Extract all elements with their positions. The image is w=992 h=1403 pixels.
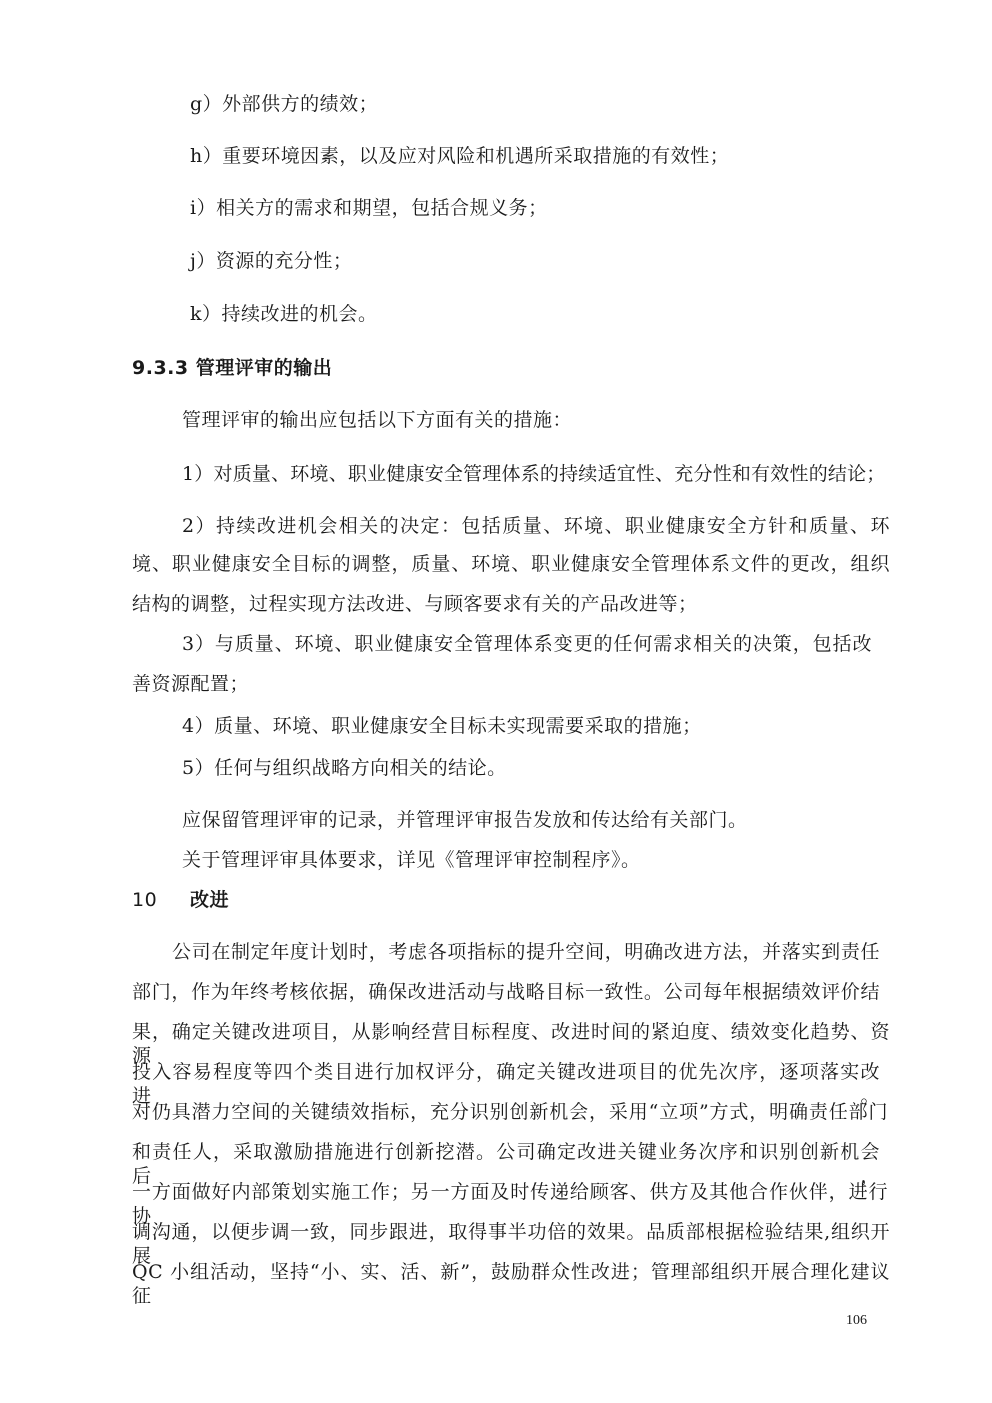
section-heading-9-3-3: 9.3.3 管理评审的输出: [132, 357, 333, 379]
paragraph-line-5: 对仍具潜力空间的关键绩效指标，充分识别创新机会，采用“立项”方式，明确责任部门: [132, 1101, 888, 1123]
list-item-h: h）重要环境因素，以及应对风险和机遇所采取措施的有效性；: [190, 145, 730, 167]
paragraph-line-1: 公司在制定年度计划时，考虑各项指标的提升空间，明确改进方法，并落实到责任: [172, 941, 880, 963]
paragraph-line-9: QC 小组活动，坚持“小、实、活、新”，鼓励群众性改进；管理部组织开展合理化建议征: [132, 1261, 890, 1307]
paragraph-line-4: 投入容易程度等四个类目进行加权评分，确定关键改进项目的优先次序，逐项落实改进。: [132, 1061, 880, 1107]
paragraph-line-8: 调沟通，以便步调一致，同步跟进，取得事半功倍的效果。品质部根据检验结果,组织开展: [132, 1221, 890, 1267]
output-item-2-line-3: 结构的调整，过程实现方法改进、与顾客要求有关的产品改进等；: [132, 593, 698, 615]
section-title: 改进: [190, 889, 230, 911]
page-number: 106: [846, 1313, 867, 1328]
paragraph-line-6: 和责任人，采取激励措施进行创新挖潜。公司确定改进关键业务次序和识别创新机会后，: [132, 1141, 880, 1187]
list-item-g: g）外部供方的绩效；: [190, 93, 379, 115]
list-item-k: k）持续改进的机会。: [190, 303, 378, 325]
list-item-j: j）资源的充分性；: [190, 250, 353, 272]
list-item-i: i）相关方的需求和期望，包括合规义务；: [190, 197, 548, 219]
output-item-1: 1）对质量、环境、职业健康安全管理体系的持续适宜性、充分性和有效性的结论；: [182, 463, 886, 485]
output-item-3-line-2: 善资源配置；: [132, 673, 250, 695]
reference-note: 关于管理评审具体要求，详见《管理评审控制程序》。: [182, 849, 641, 871]
section-heading-10: [132, 888, 229, 912]
output-item-4: 4）质量、环境、职业健康安全目标未实现需要采取的措施；: [182, 715, 702, 737]
section-intro: 管理评审的输出应包括以下方面有关的措施：: [182, 409, 573, 431]
output-item-2-line-1: 2）持续改进机会相关的决定：包括质量、环境、职业健康安全方针和质量、环: [182, 515, 890, 537]
output-item-5: 5）任何与组织战略方向相关的结论。: [182, 757, 507, 779]
paragraph-line-3: 果，确定关键改进项目，从影响经营目标程度、改进时间的紧迫度、绩效变化趋势、资源: [132, 1021, 890, 1067]
paragraph-line-2: 部门，作为年终考核依据，确保改进活动与战略目标一致性。公司每年根据绩效评价结: [132, 981, 880, 1003]
output-item-2-line-2: 境、职业健康安全目标的调整，质量、环境、职业健康安全管理体系文件的更改，组织: [132, 553, 890, 575]
output-item-3-line-1: 3）与质量、环境、职业健康安全管理体系变更的任何需求相关的决策，包括改: [182, 633, 872, 655]
paragraph-line-7: 一方面做好内部策划实施工作；另一方面及时传递给顾客、供方及其他合作伙伴，进行协: [132, 1181, 888, 1227]
record-note: 应保留管理评审的记录，并管理评审报告发放和传达给有关部门。: [182, 809, 748, 831]
section-number: 10: [132, 889, 158, 911]
